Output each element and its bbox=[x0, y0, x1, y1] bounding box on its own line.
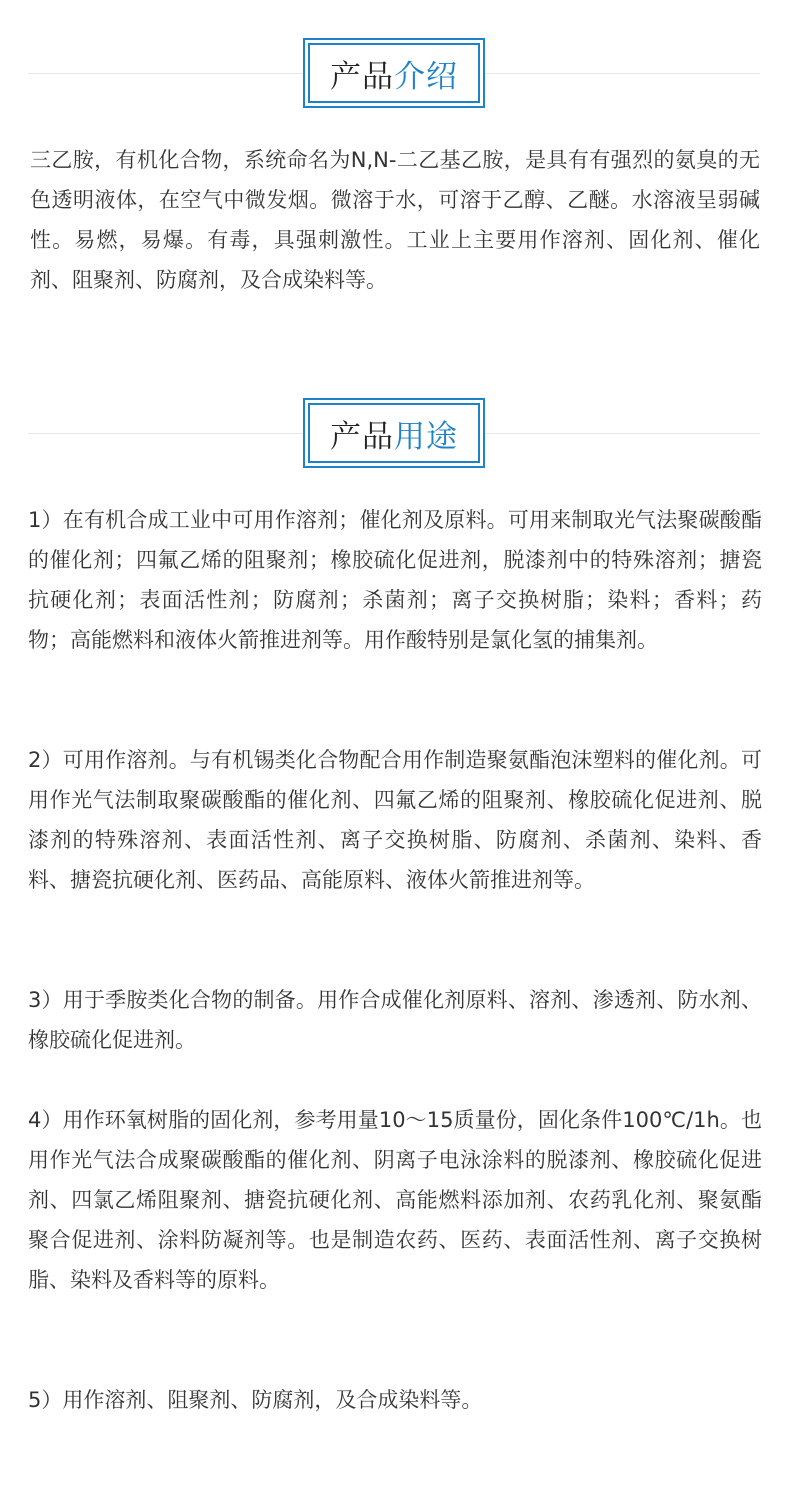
use-item-3: 3）用于季胺类化合物的制备。用作合成催化剂原料、溶剂、渗透剂、防水剂、橡胶硫化促进剂。 bbox=[28, 988, 762, 1052]
intro-title bbox=[308, 43, 480, 103]
use-item-1: 1）在有机合成工业中可用作溶剂；催化剂及原料。可用来制取光气法聚碳酸酯的催化剂；四氟乙烯的阻聚剂；橡胶硫化促进剂，脱漆剂中的特殊溶剂；搪瓷抗硬化剂；表面活性剂；防腐剂；杀菌剂；离子交换树脂；染料；香料；药物；高能燃料和液体火箭推进剂等。用作酸特别是氯化氢的捕集剂。 bbox=[28, 508, 762, 652]
use-item-2: 2）可用作溶剂。与有机锡类化合物配合用作制造聚氨酯泡沫塑料的催化剂。可用作光气法制取聚碳酸酯的催化剂、四氟乙烯的阻聚剂、橡胶硫化促进剂、脱漆剂的特殊溶剂、表面活性剂、离子交换树脂、防腐剂、杀菌剂、染料、香料、搪瓷抗硬化剂、医药品、高能原料、液体火箭推进剂等。 bbox=[28, 748, 762, 892]
uses-title-dark: 产品 bbox=[330, 418, 394, 455]
uses-title-frame bbox=[303, 398, 485, 468]
uses-title-accent: 用途 bbox=[394, 418, 458, 455]
uses-section-header bbox=[28, 398, 760, 468]
intro-title-accent: 介绍 bbox=[394, 58, 458, 95]
intro-paragraph: 三乙胺，有机化合物，系统命名为N,N-二乙基乙胺，是具有有强烈的氨臭的无色透明液体，在空气中微发烟。微溶于水，可溶于乙醇、乙醚。水溶液呈弱碱性。易燃，易爆。有毒，具强刺激性。工业上主要用作溶剂、固化剂、催化剂、阻聚剂、防腐剂，及合成染料等。 bbox=[30, 148, 760, 292]
intro-title-frame bbox=[303, 38, 485, 108]
intro-section-header bbox=[28, 38, 760, 108]
uses-title bbox=[308, 403, 480, 463]
use-item-4: 4）用作环氧树脂的固化剂，参考用量10～15质量份，固化条件100℃/1h。也用作光气法合成聚碳酸酯的催化剂、阴离子电泳涂料的脱漆剂、橡胶硫化促进剂、四氯乙烯阻聚剂、搪瓷抗硬化剂、高能燃料添加剂、农药乳化剂、聚氨酯聚合促进剂、涂料防凝剂等。也是制造农药、医药、表面活性剂、离子交换树脂、染料及香料等的原料。 bbox=[28, 1108, 762, 1292]
intro-title-dark: 产品 bbox=[330, 58, 394, 95]
use-item-5: 5）用作溶剂、阻聚剂、防腐剂，及合成染料等。 bbox=[28, 1388, 483, 1412]
